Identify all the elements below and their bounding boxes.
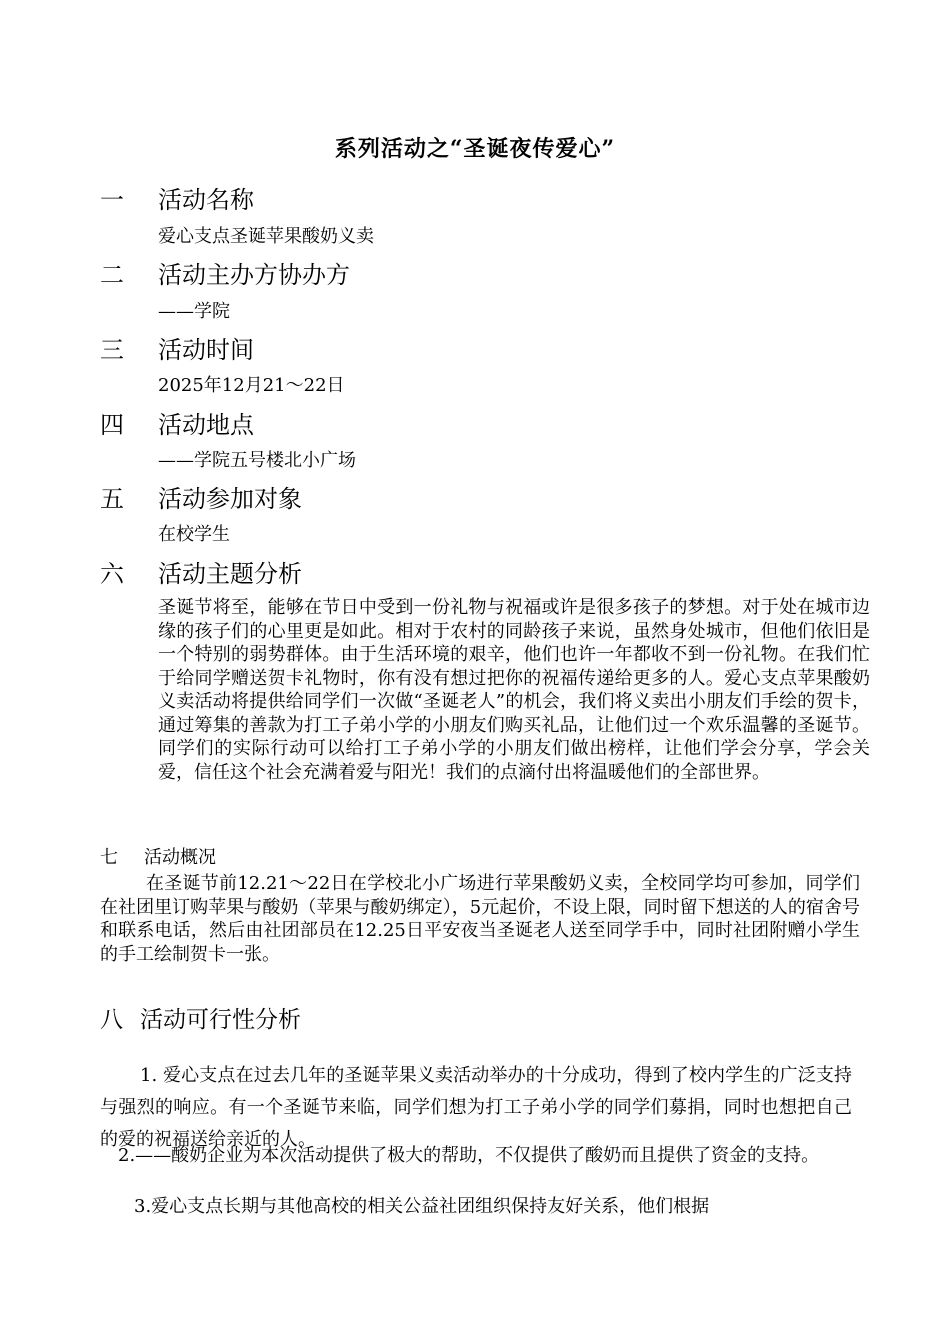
section-title: 活动时间 [158,336,254,364]
section-3-heading [100,335,254,365]
section-title: 活动主办方协办方 [158,261,350,289]
section-4-content: ——学院五号楼北小广场 [158,450,356,471]
section-1-content: 爱心支点圣诞苹果酸奶义卖 [158,226,374,247]
feasibility-item-2: 2.——酸奶企业为本次活动提供了极大的帮助，不仅提供了酸奶而且提供了资金的支持。 [118,1145,820,1166]
section-number: 四 [100,411,124,439]
overview-paragraph: 在圣诞节前12.21～22日在学校北小广场进行苹果酸奶义卖，全校同学均可参加，同学们在社团里订购苹果与酸奶（苹果与酸奶绑定），5元起价，不设上限，同时留下想送的人的宿舍号和联系电话，然后由社团部员在12.25日平安夜当圣诞老人送至同学手中，同时社团附赠小学生的手工绘制贺卡一张。 [100,873,860,965]
section-4-heading [100,410,254,440]
section-7-heading [100,846,216,870]
section-2-heading [100,260,350,290]
section-number: 八 [100,1007,123,1033]
document-title: 系列活动之“圣诞夜传爱心” [334,136,616,162]
feasibility-item-1: 1. 爱心支点在过去几年的圣诞苹果义卖活动举办的十分成功，得到了校内学生的广泛支持与强烈的响应。有一个圣诞节来临，同学们想为打工子弟小学的同学们募捐，同时也想把自己的爱的祝福送给亲近的人。 [100,1065,852,1150]
section-title: 活动概况 [144,847,216,868]
section-2-content: ——学院 [158,301,230,322]
section-number: 七 [100,847,118,868]
section-title: 活动可行性分析 [140,1007,301,1033]
section-number: 五 [100,485,124,513]
section-number: 三 [100,336,124,364]
section-title: 活动名称 [158,186,254,214]
feasibility-item-3: 3.爱心支点长期与其他高校的相关公益社团组织保持友好关系，他们根据 [134,1196,710,1217]
section-1-heading [100,185,254,215]
section-6-heading [100,559,302,589]
section-title: 活动参加对象 [158,485,302,513]
section-title: 活动地点 [158,411,254,439]
section-5-content: 在校学生 [158,524,230,545]
section-number: 六 [100,560,124,588]
theme-analysis-paragraph: 圣诞节将至，能够在节日中受到一份礼物与祝福或许是很多孩子的梦想。对于处在城市边缘的孩子们的心里更是如此。相对于农村的同龄孩子来说，虽然身处城市，但他们依旧是一个特别的弱势群体。由于生活环境的艰辛，他们也许一年都收不到一份礼物。在我们忙于给同学赠送贺卡礼物时，你有没有想过把你的祝福传递给更多的人。爱心支点苹果酸奶义卖活动将提供给同学们一次做“圣诞老人”的机会，我们将义卖出小朋友们手绘的贺卡，通过筹集的善款为打工子弟小学的小朋友们购买礼品，让他们过一个欢乐温馨的圣诞节。同学们的实际行动可以给打工子弟小学的小朋友们做出榜样，让他们学会分享，学会关爱，信任这个社会充满着爱与阳光！我们的点滴付出将温暖他们的全部世界。 [158,597,870,783]
section-number: 二 [100,261,124,289]
section-5-heading [100,484,302,514]
section-3-content: 2025年12月21～22日 [158,375,345,396]
section-8-heading [100,1005,301,1035]
section-number: 一 [100,186,124,214]
section-title: 活动主题分析 [158,560,302,588]
